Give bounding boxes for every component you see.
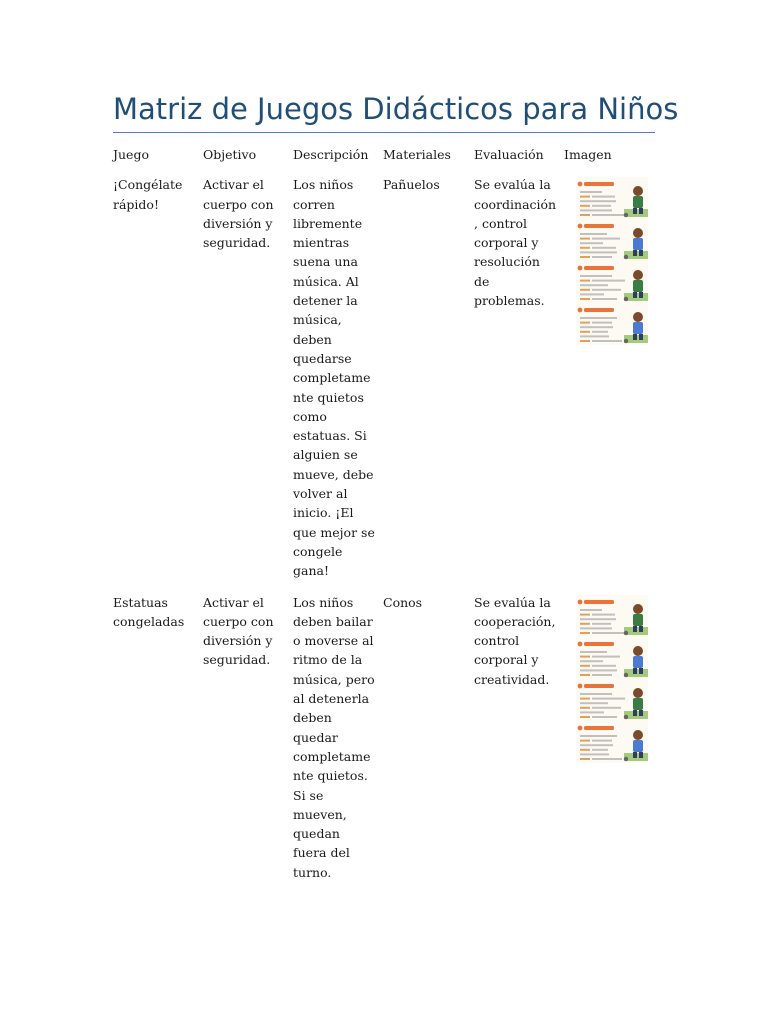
cell-objetivo: Activar el cuerpo con diversión y seguridad. [203, 594, 274, 668]
infographic-svg [576, 595, 648, 763]
cell-juego: ¡Congélate rápido! [113, 177, 183, 212]
games-matrix-table [113, 145, 655, 894]
cell-juego: Estatuas congeladas [113, 594, 185, 629]
table-row [113, 175, 655, 592]
cell-imagen [564, 593, 655, 894]
header-evaluacion: Evaluación [474, 147, 544, 162]
cell-evaluacion: Se evalúa la cooperación, control corporal y creatividad. [474, 594, 556, 687]
cell-materiales: Pañuelos [383, 177, 440, 193]
header-materiales: Materiales [383, 147, 451, 162]
header-objetivo: Objetivo [203, 147, 257, 162]
table-header-row [113, 145, 655, 175]
header-descripcion: Descripción [293, 147, 369, 162]
cell-objetivo: Activar el cuerpo con diversión y seguridad. [203, 177, 274, 251]
cell-evaluacion: Se evalúa la coordinación, control corporal y resolución de problemas. [474, 177, 557, 309]
cell-descripcion: Los niños deben bailar o moverse al ritmo de la música, pero al detenerla deben quedar completamente quietos. Si se mueven, quedan fuera del turno. [293, 594, 375, 880]
game-infographic-thumbnail [576, 595, 648, 763]
cell-imagen [564, 175, 655, 592]
header-juego: Juego [113, 147, 149, 162]
header-imagen: Imagen [564, 147, 612, 162]
game-infographic-thumbnail [576, 177, 648, 345]
document-page [113, 92, 679, 894]
cell-materiales: Conos [383, 594, 423, 610]
cell-descripcion: Los niños corren libremente mientras suena una música. Al detener la música, deben quedarse completamente quietos como estatuas. Si alguien se mueve, debe volver al inicio. ¡El que mejor se congele gana! [293, 177, 375, 579]
table-row [113, 593, 655, 894]
document-title: Matriz de Juegos Didácticos para Niños [113, 92, 655, 133]
infographic-svg [576, 177, 648, 345]
